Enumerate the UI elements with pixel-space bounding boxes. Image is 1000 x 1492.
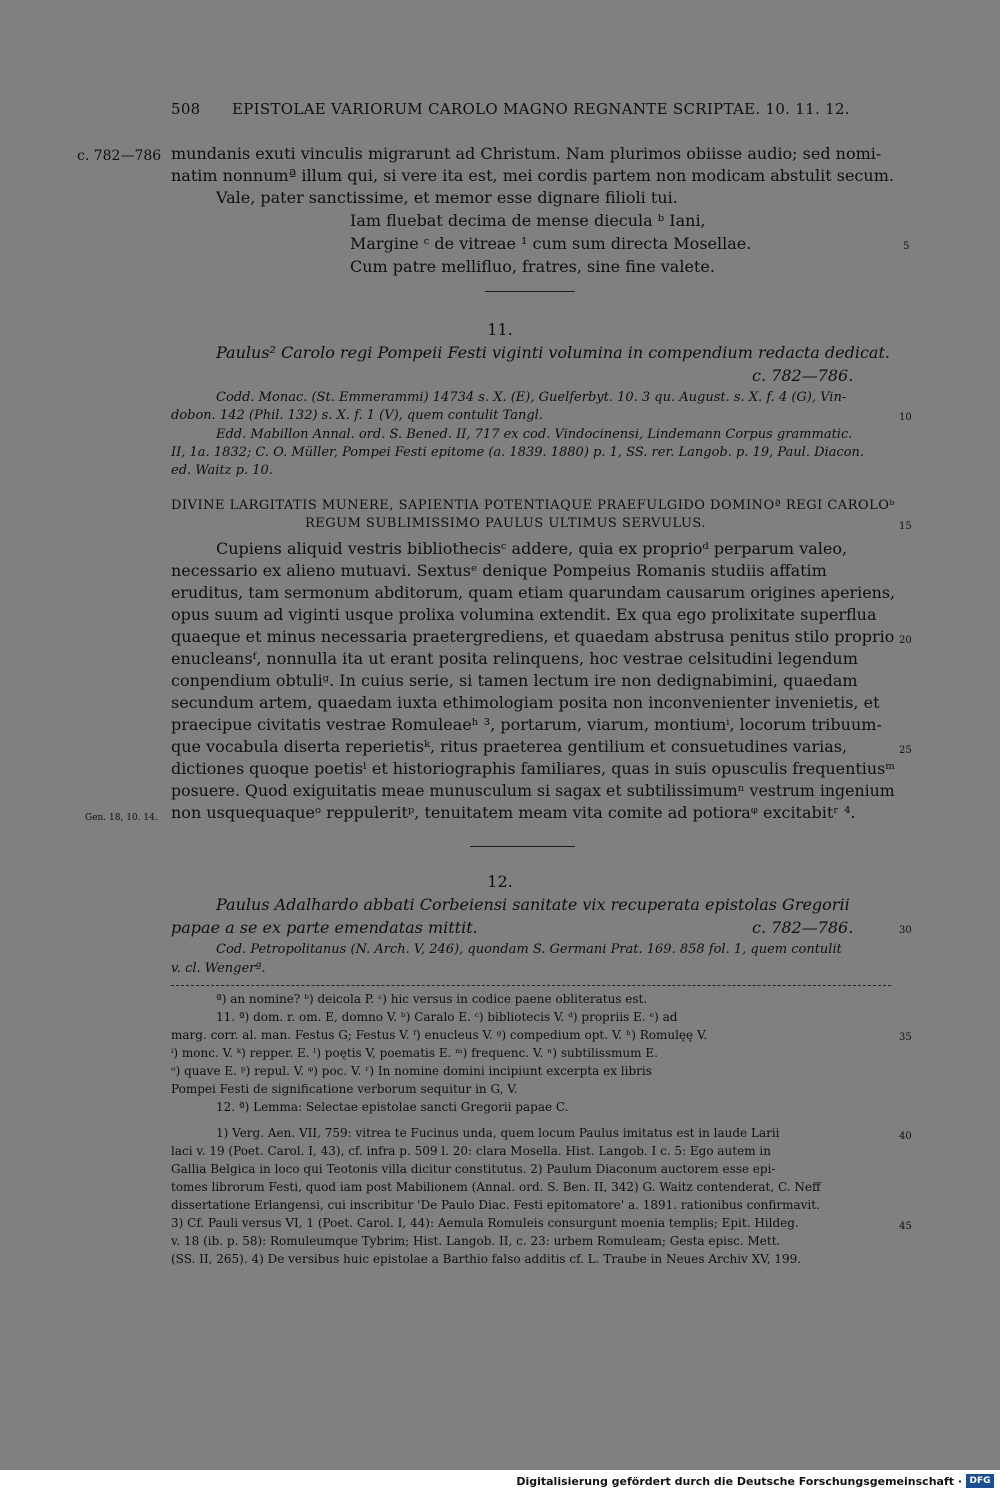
line-number-5: 5 — [903, 241, 910, 252]
letter11-summary-1: Paulus² Carolo regi Pompeii Festi viginti volumina in compendium redacta dedicat. — [216, 343, 890, 362]
letter11-body-4: opus suum ad viginti usque prolixa volumina extendit. Ex qua ego prolixitate superflua — [171, 605, 877, 624]
line-number-20: 20 — [899, 635, 912, 646]
letter11-edd-3: ed. Waitz p. 10. — [171, 463, 273, 478]
line-number-10: 10 — [899, 412, 912, 423]
verse-1: Iam fluebat decima de mense diecula ᵇ Iani, — [350, 211, 706, 230]
letter11-edd-2: II, 1a. 1832; C. O. Müller, Pompei Festi epitome (a. 1839. 1880) p. 1, SS. rer. Langob. p. 19, Paul. Diacon. — [171, 445, 865, 460]
note-line-6: 3) Cf. Pauli versus VI, 1 (Poet. Carol. I, 44): Aemula Romuleis consurgunt moenia templis; Epit. Hildeg. — [171, 1216, 799, 1230]
footnote-line-1: ª) an nomine? ᵇ) deicola P. ᶜ) hic versus in codice paene obliteratus est. — [216, 992, 648, 1006]
line-number-40: 40 — [899, 1131, 912, 1142]
letter11-body-1: Cupiens aliquid vestris bibliothecisᶜ addere, quia ex proprioᵈ perparum valeo, — [216, 539, 848, 558]
letter10-line-3: Vale, pater sanctissime, et memor esse dignare filioli tui. — [216, 188, 678, 207]
digitization-footer — [0, 1470, 1000, 1492]
footnote-line-3: marg. corr. al. man. Festus G; Festus V. ᶠ) enucleus V. ᵍ) compedium opt. V. ʰ) Romulęę V. — [171, 1028, 708, 1042]
footnote-line-5: ᵒ) quave E. ᵖ) repul. V. ᵠ) poc. V. ʳ) In nomine domini incipiunt excerpta ex libris — [171, 1064, 652, 1078]
note-line-3: Gallia Belgica in loco qui Teotonis villa dicitur constitutus. 2) Paulum Diaconum auctorem esse epi- — [171, 1162, 776, 1176]
letter12-summary-1: Paulus Adalhardo abbati Corbeiensi sanitate vix recuperata epistolas Gregorii — [216, 895, 850, 914]
line-number-30: 30 — [899, 925, 912, 936]
letter11-address-1: DIVINE LARGITATIS MUNERE, SAPIENTIA POTENTIAQUE PRAEFULGIDO DOMINOª REGI CAROLOᵇ — [171, 498, 896, 513]
note-line-8: (SS. II, 265). 4) De versibus huic epistolae a Barthio falso additis cf. L. Traube in Neues Archiv XV, 199. — [171, 1252, 802, 1266]
footnote-line-7: 12. ª) Lemma: Selectae epistolae sancti Gregorii papae C. — [216, 1100, 569, 1114]
footnote-line-2: 11. ª) dom. r. om. E, domno V. ᵇ) Caralo E. ᶜ) bibliotecis V. ᵈ) propriis E. ᵉ) ad — [216, 1010, 678, 1024]
letter11-body-13: non usquequaqueᵒ reppuleritᵖ, tenuitatem meam vita comite ad potioraᵠ excitabitʳ ⁴. — [171, 803, 856, 822]
letter11-codd-2: dobon. 142 (Phil. 132) s. X. f. 1 (V), quem contulit Tangl. — [171, 408, 543, 423]
letter10-line-1: mundanis exuti vinculis migrarunt ad Christum. Nam plurimos obiisse audio; sed nomi- — [171, 144, 882, 163]
letter11-body-12: posuere. Quod exiguitatis meae munusculum si sagax et subtilissimumⁿ vestrum ingenium — [171, 781, 895, 800]
note-line-4: tomes librorum Festi, quod iam post Mabilionem (Annal. ord. S. Ben. II, 342) G. Waitz contenderat, C. Neff — [171, 1180, 821, 1194]
letter11-body-2: necessario ex alieno mutuavi. Sextusᵉ denique Pompeius Romanis studiis affatim — [171, 561, 827, 580]
letter11-body-6: enucleansᶠ, nonnulla ita ut erant posita relinquens, hoc vestrae celsitudini legendum — [171, 649, 858, 668]
line-number-45: 45 — [899, 1221, 912, 1232]
footnote-line-6: Pompei Festi de significatione verborum sequitur in G, V. — [171, 1082, 518, 1096]
separator-rule-2 — [470, 846, 575, 847]
note-line-1: 1) Verg. Aen. VII, 759: vitrea te Fucinus unda, quem locum Paulus imitatus est in laude Larii — [216, 1126, 780, 1140]
letter11-body-10: que vocabula diserta reperietisᵏ, ritus praeterea gentilium et consuetudines varias, — [171, 737, 848, 756]
line-number-25: 25 — [899, 745, 912, 756]
footnote-separator — [171, 985, 891, 986]
page-number: 508 — [171, 100, 201, 118]
letter11-address-2: REGUM SUBLIMISSIMO PAULUS ULTIMUS SERVULUS. — [305, 516, 706, 531]
footnote-line-4: ⁱ) monc. V. ᵏ) repper. E. ˡ) poętis V, poematis E. ᵐ) frequenc. V. ⁿ) subtilissmum E. — [171, 1046, 658, 1060]
letter10-line-2: natim nonnumª illum qui, si vere ita est, mei cordis partem non modicam abstulit secum. — [171, 166, 894, 185]
separator-rule — [485, 291, 575, 292]
letter11-body-11: dictiones quoque poetisˡ et historiographis familiares, quas in suis opusculis frequentiusᵐ — [171, 759, 896, 778]
verse-3: Cum patre mellifluo, fratres, sine fine valete. — [350, 257, 715, 276]
letter11-body-8: secundum artem, quaedam iuxta ethimologiam posita non inconvenienter invenietis, et — [171, 693, 880, 712]
letter12-cod-2: v. cl. Wengerª. — [171, 961, 266, 976]
letter12-date: c. 782—786. — [752, 918, 854, 937]
letter11-edd-1: Edd. Mabillon Annal. ord. S. Bened. II, 717 ex cod. Vindocinensi, Lindemann Corpus grammatic. — [216, 427, 853, 442]
line-number-35: 35 — [899, 1032, 912, 1043]
letter12-cod-1: Cod. Petropolitanus (N. Arch. V, 246), quondam S. Germani Prat. 169. 858 fol. 1, quem contulit — [216, 942, 842, 957]
note-line-5: dissertatione Erlangensi, cui inscribitur 'De Paulo Diac. Festi epitomatore' a. 1891. rationibus confirmavit. — [171, 1198, 820, 1212]
letter11-body-9: praecipue civitatis vestrae Romuleaeʰ ³, portarum, viarum, montiumⁱ, locorum tribuum- — [171, 715, 882, 734]
letter11-body-3: eruditus, tam sermonum abditorum, quam etiam quarundam causarum origines aperiens, — [171, 583, 896, 602]
dfg-logo-icon: DFG — [966, 1474, 994, 1488]
margin-gen-ref: Gen. 18, 10. 14. — [85, 813, 158, 823]
footer-credit: Digitalisierung gefördert durch die Deutsche Forschungsgemeinschaft · — [516, 1475, 962, 1488]
note-line-7: v. 18 (ib. p. 58): Romuleumque Tybrim; Hist. Langob. II, c. 23: urbem Romuleam; Gesta episc. Mett. — [171, 1234, 781, 1248]
letter11-number: 11. — [487, 320, 513, 339]
letter11-codd-1: Codd. Monac. (St. Emmerammi) 14734 s. X. (E), Guelferbyt. 10. 3 qu. August. s. X. f. 4 (G), Vin- — [216, 390, 847, 405]
letter12-summary-2: papae a se ex parte emendatas mittit. — [171, 918, 478, 937]
line-number-15: 15 — [899, 521, 912, 532]
margin-date-range: c. 782—786 — [77, 148, 162, 164]
letter11-body-5: quaeque et minus necessaria praetergrediens, et quaedam abstrusa penitus stilo proprio — [171, 627, 895, 646]
letter11-body-7: conpendium obtuliᵍ. In cuius serie, si tamen lectum ire non dedignabimini, quaedam — [171, 671, 858, 690]
running-title: EPISTOLAE VARIORUM CAROLO MAGNO REGNANTE SCRIPTAE. 10. 11. 12. — [232, 100, 850, 118]
letter12-number: 12. — [487, 872, 513, 891]
letter11-date: c. 782—786. — [752, 366, 854, 385]
note-line-2: laci v. 19 (Poet. Carol. I, 43), cf. infra p. 509 l. 20: clara Mosella. Hist. Langob. I c. 5: Ego autem in — [171, 1144, 771, 1158]
verse-2: Margine ᶜ de vitreae ¹ cum sum directa Mosellae. — [350, 234, 752, 253]
